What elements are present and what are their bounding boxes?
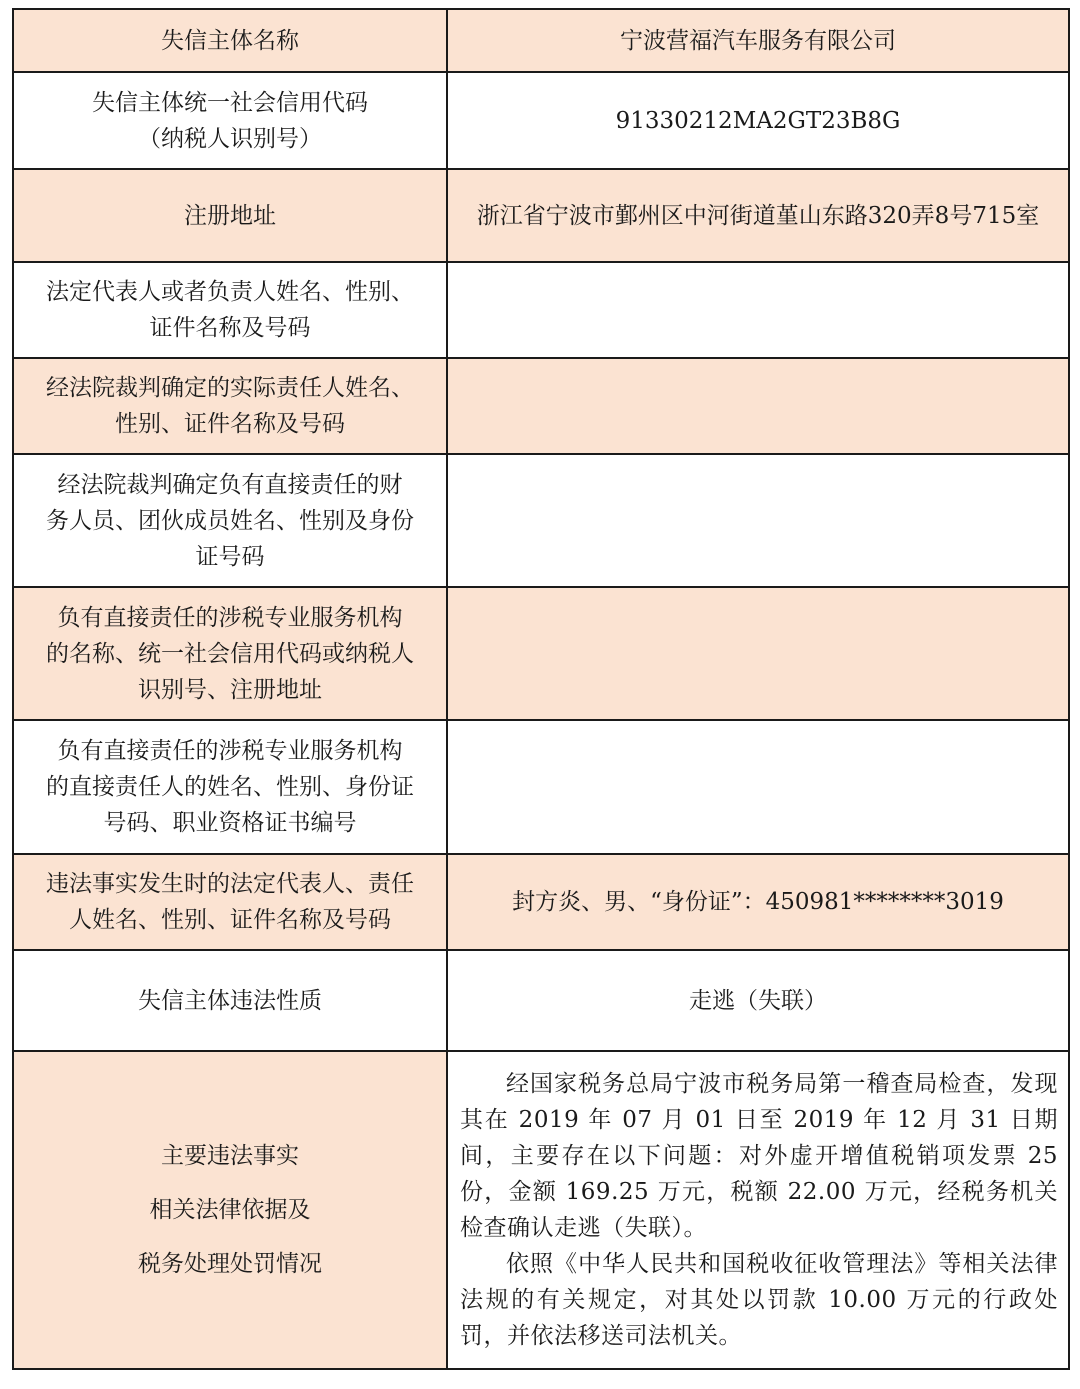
facts-paragraph: 经国家税务总局宁波市税务局第一稽查局检查，发现其在 2019 年 07 月 01 日至 2019 年 12 月 31 日期间，主要存在以下问题：对外虚开增值税销项发票 25 份，金额 169.25 万元，税额 22.00 万元，经税务机关检查确认走逃（失联）。 (460, 1071, 1058, 1241)
label-line: 失信主体统一社会信用代码 (92, 89, 368, 116)
label-line: 经法院裁判确定的实际责任人姓名、 (46, 375, 414, 401)
label-line: 税务处理处罚情况 (138, 1251, 322, 1277)
label-line: 证号码 (195, 543, 265, 570)
label-line: 务人员、团伙成员姓名、性别及身份 (46, 507, 414, 534)
label-line: 法定代表人或者负责人姓名、性别、 (46, 279, 414, 305)
facts-content (447, 1051, 1069, 1369)
row-value (447, 587, 1069, 720)
row-label (13, 72, 447, 169)
label-line: 号码、职业资格证书编号 (103, 810, 357, 836)
row-label (13, 720, 447, 854)
label-line: 的直接责任人的姓名、性别、身份证 (46, 774, 414, 800)
label-line: 负有直接责任的涉税专业服务机构 (57, 738, 403, 764)
row-value: 走逃（失联） (447, 950, 1069, 1051)
label-line: 失信主体名称 (161, 27, 299, 54)
row-label (13, 950, 447, 1051)
row-label (13, 454, 447, 587)
table-row (13, 9, 1069, 72)
label-line: 性别、证件名称及号码 (115, 411, 345, 437)
table-row (13, 72, 1069, 169)
row-value: 91330212MA2GT23B8G (447, 72, 1069, 169)
table-row (13, 950, 1069, 1051)
label-line: 主要违法事实 (161, 1143, 299, 1169)
table-row (13, 454, 1069, 587)
credit-info-table (12, 8, 1070, 1370)
row-label (13, 587, 447, 720)
row-label (13, 9, 447, 72)
label-line: 识别号、注册地址 (138, 676, 322, 703)
row-label (13, 169, 447, 262)
table-row (13, 262, 1069, 358)
table-row (13, 1051, 1069, 1369)
row-value (447, 262, 1069, 358)
row-value (447, 358, 1069, 454)
row-label (13, 358, 447, 454)
table-row (13, 587, 1069, 720)
label-line: 负有直接责任的涉税专业服务机构 (57, 604, 403, 631)
row-value (447, 454, 1069, 587)
label-line: 的名称、统一社会信用代码或纳税人 (46, 640, 414, 667)
row-label (13, 262, 447, 358)
table-row (13, 854, 1069, 950)
label-line: 失信主体违法性质 (138, 987, 322, 1014)
label-line: （纳税人识别号） (138, 125, 322, 152)
row-value: 封方炎、男、“身份证”：450981********3019 (447, 854, 1069, 950)
table-row (13, 720, 1069, 854)
facts-paragraph: 依照《中华人民共和国税收征收管理法》等相关法律法规的有关规定，对其处以罚款 10.00 万元的行政处罚，并依法移送司法机关。 (460, 1251, 1058, 1349)
label-line: 人姓名、性别、证件名称及号码 (69, 907, 391, 933)
label-line: 相关法律依据及 (149, 1197, 311, 1223)
table-row (13, 358, 1069, 454)
row-value: 浙江省宁波市鄞州区中河街道堇山东路320弄8号715室 (447, 169, 1069, 262)
label-line: 注册地址 (184, 202, 276, 229)
label-line: 证件名称及号码 (149, 315, 311, 341)
label-line: 违法事实发生时的法定代表人、责任 (46, 871, 414, 897)
label-line: 经法院裁判确定负有直接责任的财 (57, 471, 403, 498)
row-value (447, 720, 1069, 854)
facts-label (13, 1051, 447, 1369)
row-value: 宁波营福汽车服务有限公司 (447, 9, 1069, 72)
row-label (13, 854, 447, 950)
table-row (13, 169, 1069, 262)
